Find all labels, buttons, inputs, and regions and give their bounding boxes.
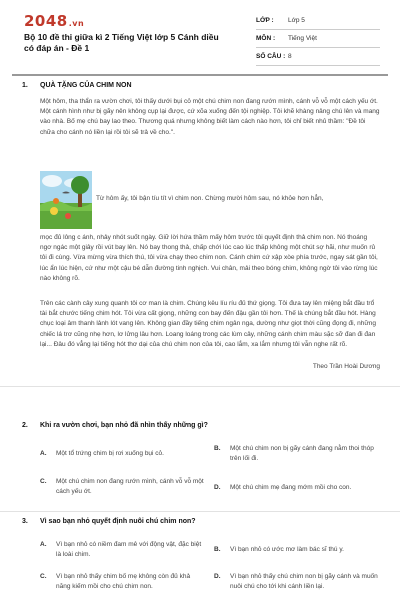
passage-paragraph-3	[40, 299, 380, 350]
option-d[interactable]	[214, 483, 379, 493]
header	[0, 0, 400, 64]
meta-table	[256, 12, 380, 66]
option-text: Vì bạn nhỏ có niềm đam mê với động vật, đặc biệt là loài chim.	[56, 541, 202, 558]
passage-author	[40, 362, 380, 372]
option-letter: C.	[40, 478, 47, 485]
meta-value: Tiếng Việt	[288, 35, 317, 42]
meta-value: 8	[288, 53, 292, 60]
option-text: Một chú chim non đang rướn mình, cánh vỗ vỗ một cách yếu ớt.	[56, 478, 204, 495]
passage-paragraph-2	[40, 233, 380, 284]
question-text: Vì sao bạn nhỏ quyết định nuôi chú chim non?	[40, 518, 196, 525]
option-letter: B.	[214, 445, 221, 452]
document-title: Bộ 10 đề thi giữa kì 2 Tiếng Việt lớp 5 Cánh diều có đáp án - Đề 1	[24, 32, 219, 53]
question-number: 2.	[22, 422, 28, 429]
option-text: Vì bạn nhỏ có ước mơ làm bác sĩ thú y.	[230, 546, 344, 553]
meta-label: LỚP :	[256, 17, 274, 24]
logo-number: 2048	[24, 12, 68, 30]
question-3	[22, 518, 378, 525]
header-divider	[12, 74, 388, 76]
logo-suffix: .vn	[68, 19, 85, 28]
option-letter: C.	[40, 573, 47, 580]
question-text: Khi ra vườn chơi, bạn nhỏ đã nhìn thấy những gì?	[40, 422, 208, 429]
site-logo[interactable]	[24, 12, 84, 30]
question-1-header	[22, 82, 378, 89]
bird-garden-illustration	[40, 171, 92, 229]
author-text: Theo Trần Hoài Dương	[312, 363, 380, 370]
option-text: Vì bạn nhỏ thấy chim bố mẹ không còn đủ khả năng kiếm mồi cho chú chim non.	[56, 573, 191, 590]
option-d[interactable]	[214, 572, 379, 592]
option-text: Một chú chim non bị gãy cánh đang nằm thoi thóp trên lối đi.	[230, 445, 374, 462]
paragraph-text: Một hôm, tha thẩn ra vườn chơi, tôi thấy dưới bụi cỏ một chú chim non đang rướn mình, cánh vỗ vỗ một cách yếu ớt. Một cánh hình như bị gãy nên không cụp lại được, cứ xõa xuống đến tội nghiệp. Tôi khẽ khàng nâng chú lên và mang vào nhà. Bố mẹ chú bay lao theo. Thương quá nhưng không biết làm cách nào hơn, tôi chỉ biết nhủ thầm: "Đề tôi chữa cho cánh nó liền lại rồi tôi sẽ trả về cho.".	[40, 98, 380, 136]
section-divider	[0, 386, 400, 387]
passage-paragraph-1	[40, 97, 380, 138]
option-text: Một tổ trứng chim bị rơi xuống bụi cỏ.	[56, 450, 164, 457]
meta-value: Lớp 5	[288, 17, 305, 24]
option-letter: A.	[40, 450, 47, 457]
question-number: 1.	[22, 82, 28, 89]
meta-row-class	[256, 12, 380, 30]
meta-label: MÔN :	[256, 35, 276, 42]
passage-paragraph-2-start	[96, 194, 380, 204]
question-2-options	[40, 443, 385, 503]
meta-label: SỐ CÂU :	[256, 53, 286, 60]
paragraph-text: Từ hôm ấy, tôi bận tíu tít vì chim non. Chừng mười hôm sau, nó khỏe hơn hẳn,	[96, 195, 324, 202]
paragraph-text: Trên các cành cây xung quanh tôi cơ man là chim. Chúng kêu líu ríu đủ thứ giọng. Tôi đưa tay lên miệng bắt đầu trổ tài bắt chước tiếng chim hót. Tôi vừa cất giọng, những con bay đến đậu gần tôi hơn. Thế là chúng bắt đầu hót. Hàng chục loại âm thanh lảnh lót vang lên. Không gian đầy tiếng chim ngân nga, dường như giọt thời cũng đọng đi, những chiếc lá trơ cũng nhẹ hơn, lơ lửng lâu hơn. Loang loáng trong các lùm cây, những cánh chim màu sặc sỡ đan đi đan lại... Đâu đó vẳng lại tiếng hót thơ dại của chú chim non của tôi, cao lắm, xa lắm nhưng tôi vẫn nghe rất rõ.	[40, 300, 376, 348]
option-b[interactable]	[214, 444, 379, 464]
option-text: Một chú chim mẹ đang mớm mồi cho con.	[230, 484, 352, 491]
option-letter: D.	[214, 484, 221, 491]
option-a[interactable]	[40, 449, 205, 459]
question-number: 3.	[22, 518, 28, 525]
paragraph-text: mọc đủ lông c ánh, nhảy nhót suốt ngày. Giữ lời hứa thầm mấy hôm trước tôi quyết định thả chim non. Nó thoáng ngơ ngác một giây rồi vút bay lên. Nó bay thong thả, chấp chới lúc cao lúc thấp không một chút sợ hãi, như muốn rủ tôi đi cùng. Vừa mừng vừa thích thú, tôi vừa chạy theo chim non. Cánh chim cứ xập xòe phía trước, ngay sát gần tôi, lúc ẩn lúc hiện, cứ như một cậu bé dẫn đường tinh nghịch. Vui chân, mải theo bóng chim, không ngờ tôi vào rừng lúc nào không rõ.	[40, 234, 378, 282]
option-c[interactable]	[40, 477, 205, 497]
option-letter: B.	[214, 546, 221, 553]
option-a[interactable]	[40, 540, 205, 560]
question-2	[22, 422, 378, 429]
option-c[interactable]	[40, 572, 205, 592]
section-divider	[0, 511, 400, 512]
meta-row-subject	[256, 30, 380, 48]
passage-title: QUÀ TẶNG CỦA CHIM NON	[40, 82, 132, 89]
option-text: Vì bạn nhỏ thấy chú chim non bị gãy cánh và muốn nuôi chú cho tới khi cánh liền lại.	[230, 573, 378, 590]
option-letter: A.	[40, 541, 47, 548]
question-3-options	[40, 535, 385, 597]
meta-row-count	[256, 48, 380, 66]
option-letter: D.	[214, 573, 221, 580]
option-b[interactable]	[214, 545, 379, 555]
